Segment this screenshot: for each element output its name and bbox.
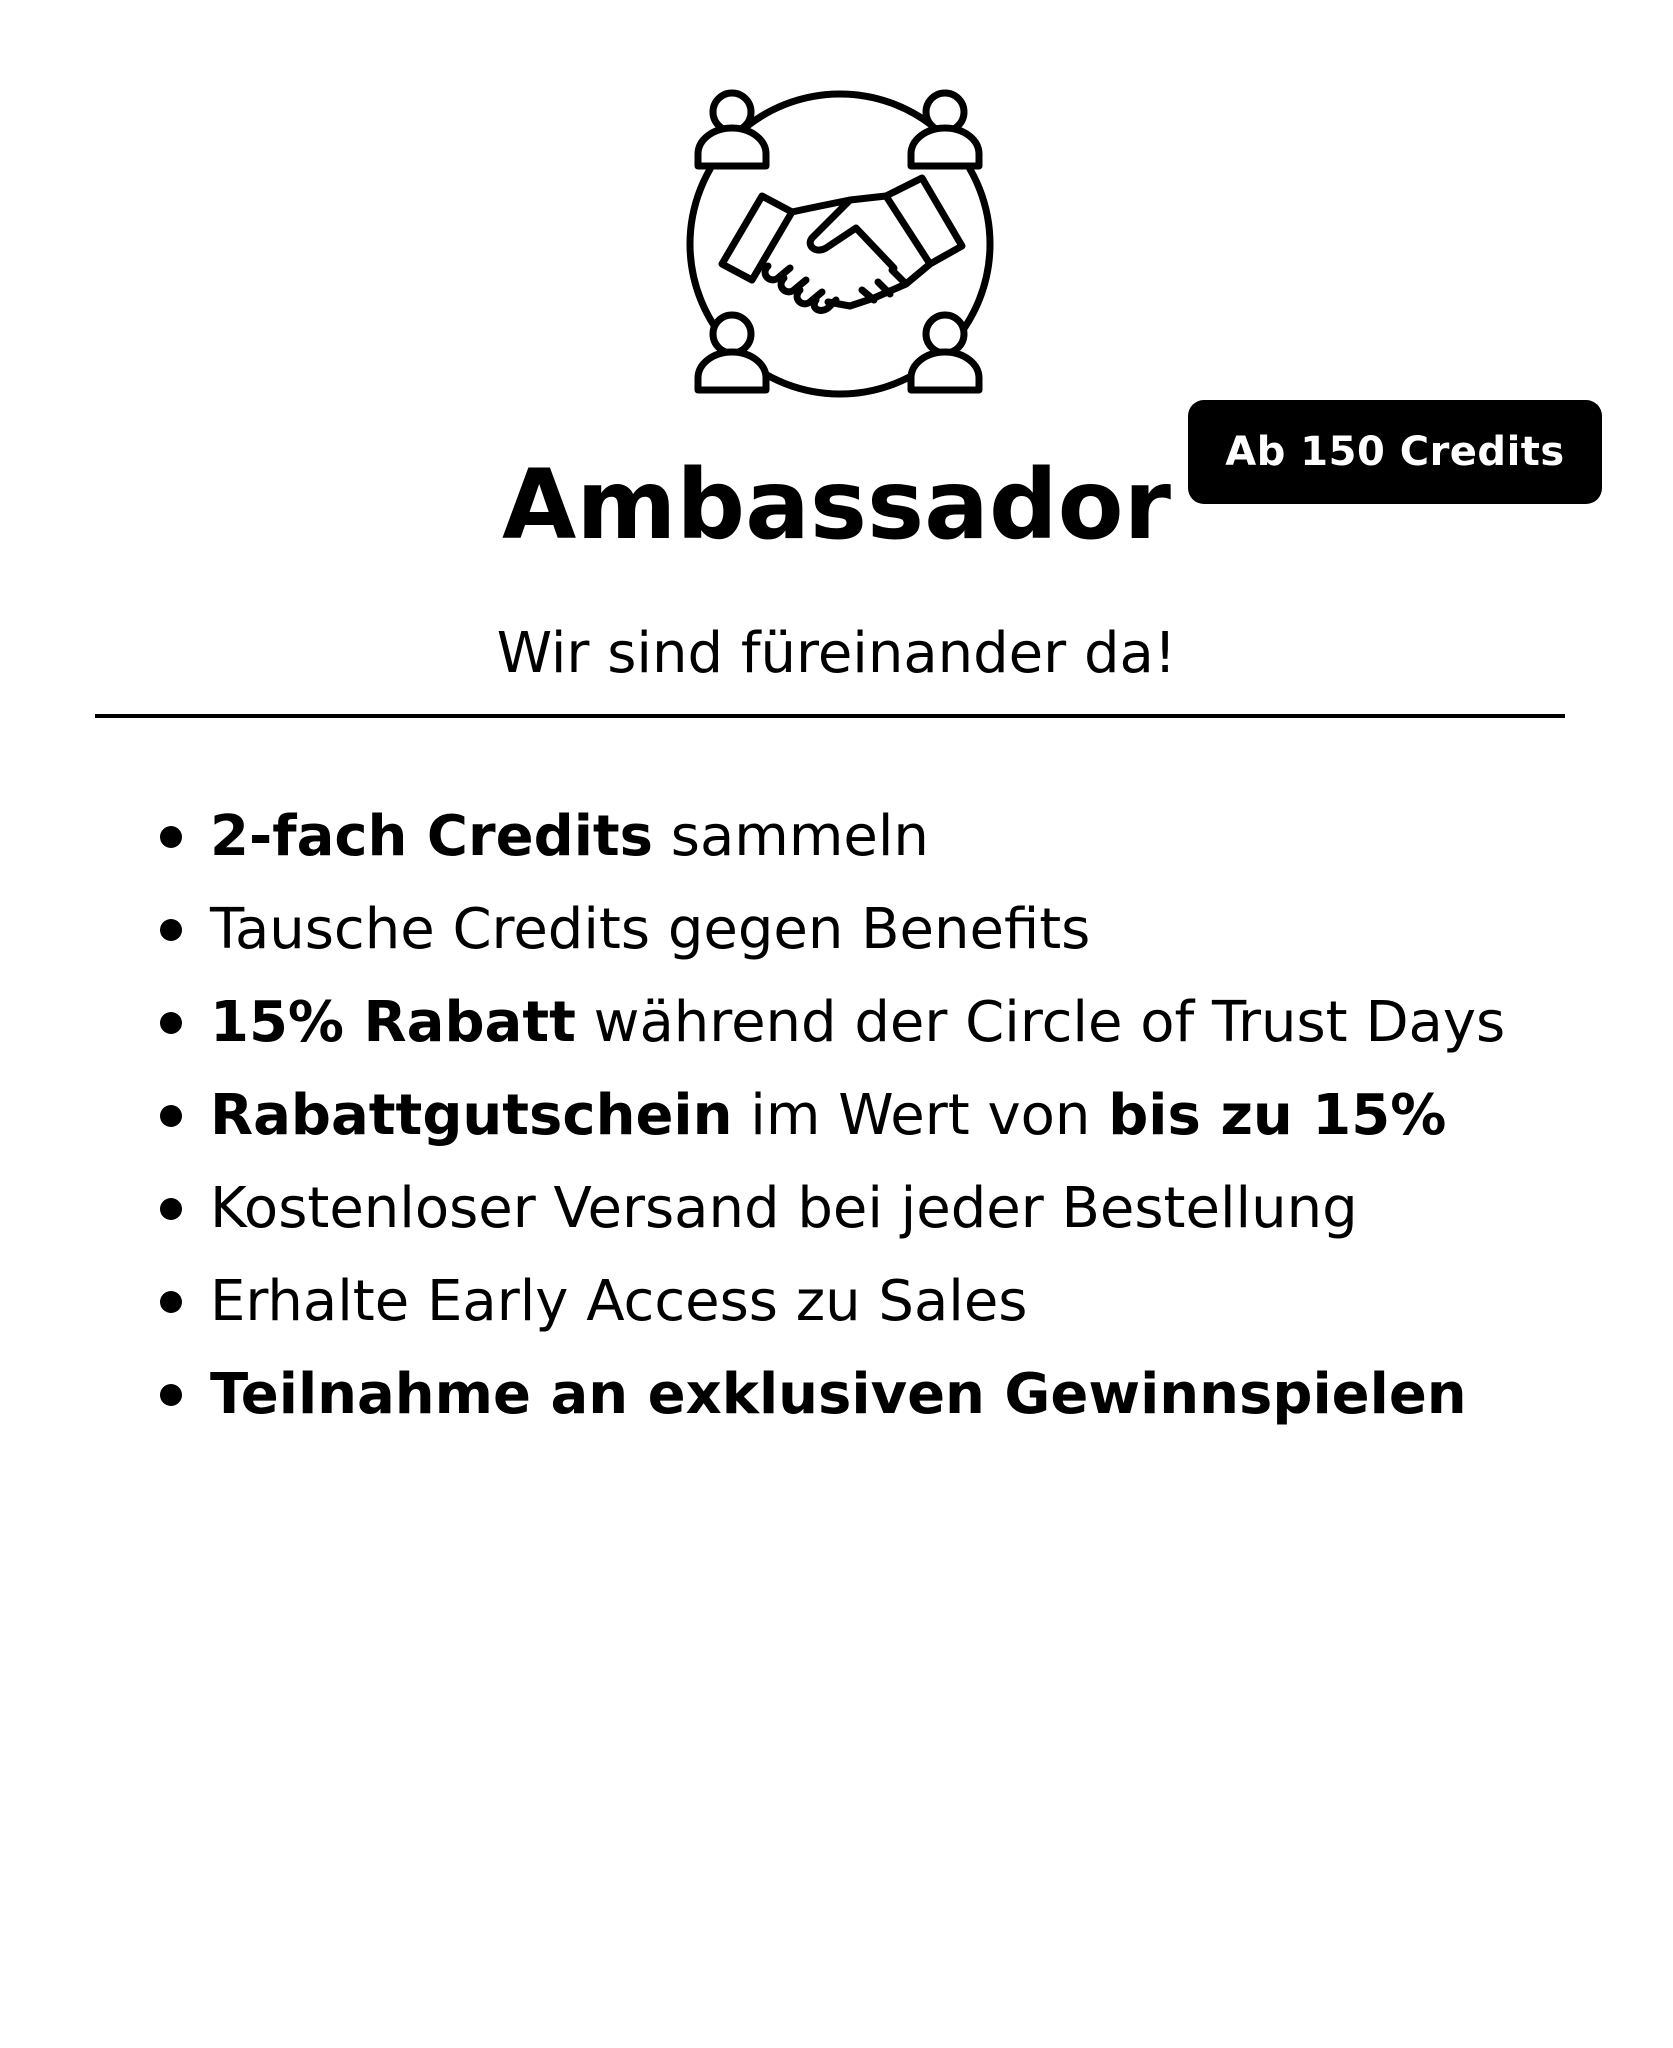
bullet-icon <box>160 1105 182 1127</box>
benefit-text-bold: bis zu 15% <box>1108 1083 1447 1148</box>
benefit-text-bold: 2-fach Credits <box>210 804 653 869</box>
bullet-icon <box>160 1198 182 1220</box>
benefit-item <box>160 976 1610 1069</box>
benefit-item <box>160 1348 1610 1441</box>
benefit-item <box>160 1162 1610 1255</box>
bullet-icon <box>160 826 182 848</box>
benefit-text-bold: 15% Rabatt <box>210 990 576 1055</box>
benefit-item <box>160 883 1610 976</box>
page-title: Ambassador <box>502 449 1171 561</box>
benefit-text: Erhalte Early Access zu Sales <box>210 1269 1028 1334</box>
handshake-community-icon <box>680 88 1000 400</box>
benefit-text: im Wert von <box>732 1083 1109 1148</box>
benefit-item <box>160 790 1610 883</box>
credits-badge: Ab 150 Credits <box>1188 400 1602 504</box>
bullet-icon <box>160 1384 182 1406</box>
subtitle: Wir sind füreinander da! <box>496 621 1177 686</box>
bullet-icon <box>160 919 182 941</box>
benefits-list <box>160 790 1610 1441</box>
divider <box>95 714 1565 718</box>
benefit-text: während der Circle of Trust Days <box>575 990 1506 1055</box>
benefit-text: sammeln <box>653 804 929 869</box>
benefit-text: Tausche Credits gegen Benefits <box>210 897 1091 962</box>
bullet-icon <box>160 1012 182 1034</box>
benefit-item <box>160 1255 1610 1348</box>
bullet-icon <box>160 1291 182 1313</box>
benefit-text-bold: Rabattgutschein <box>210 1083 733 1148</box>
benefit-item <box>160 1069 1610 1162</box>
benefit-text-bold: Teilnahme an exklusiven Gewinnspielen <box>210 1362 1467 1427</box>
benefit-text: Kostenloser Versand bei jeder Bestellung <box>210 1176 1358 1241</box>
